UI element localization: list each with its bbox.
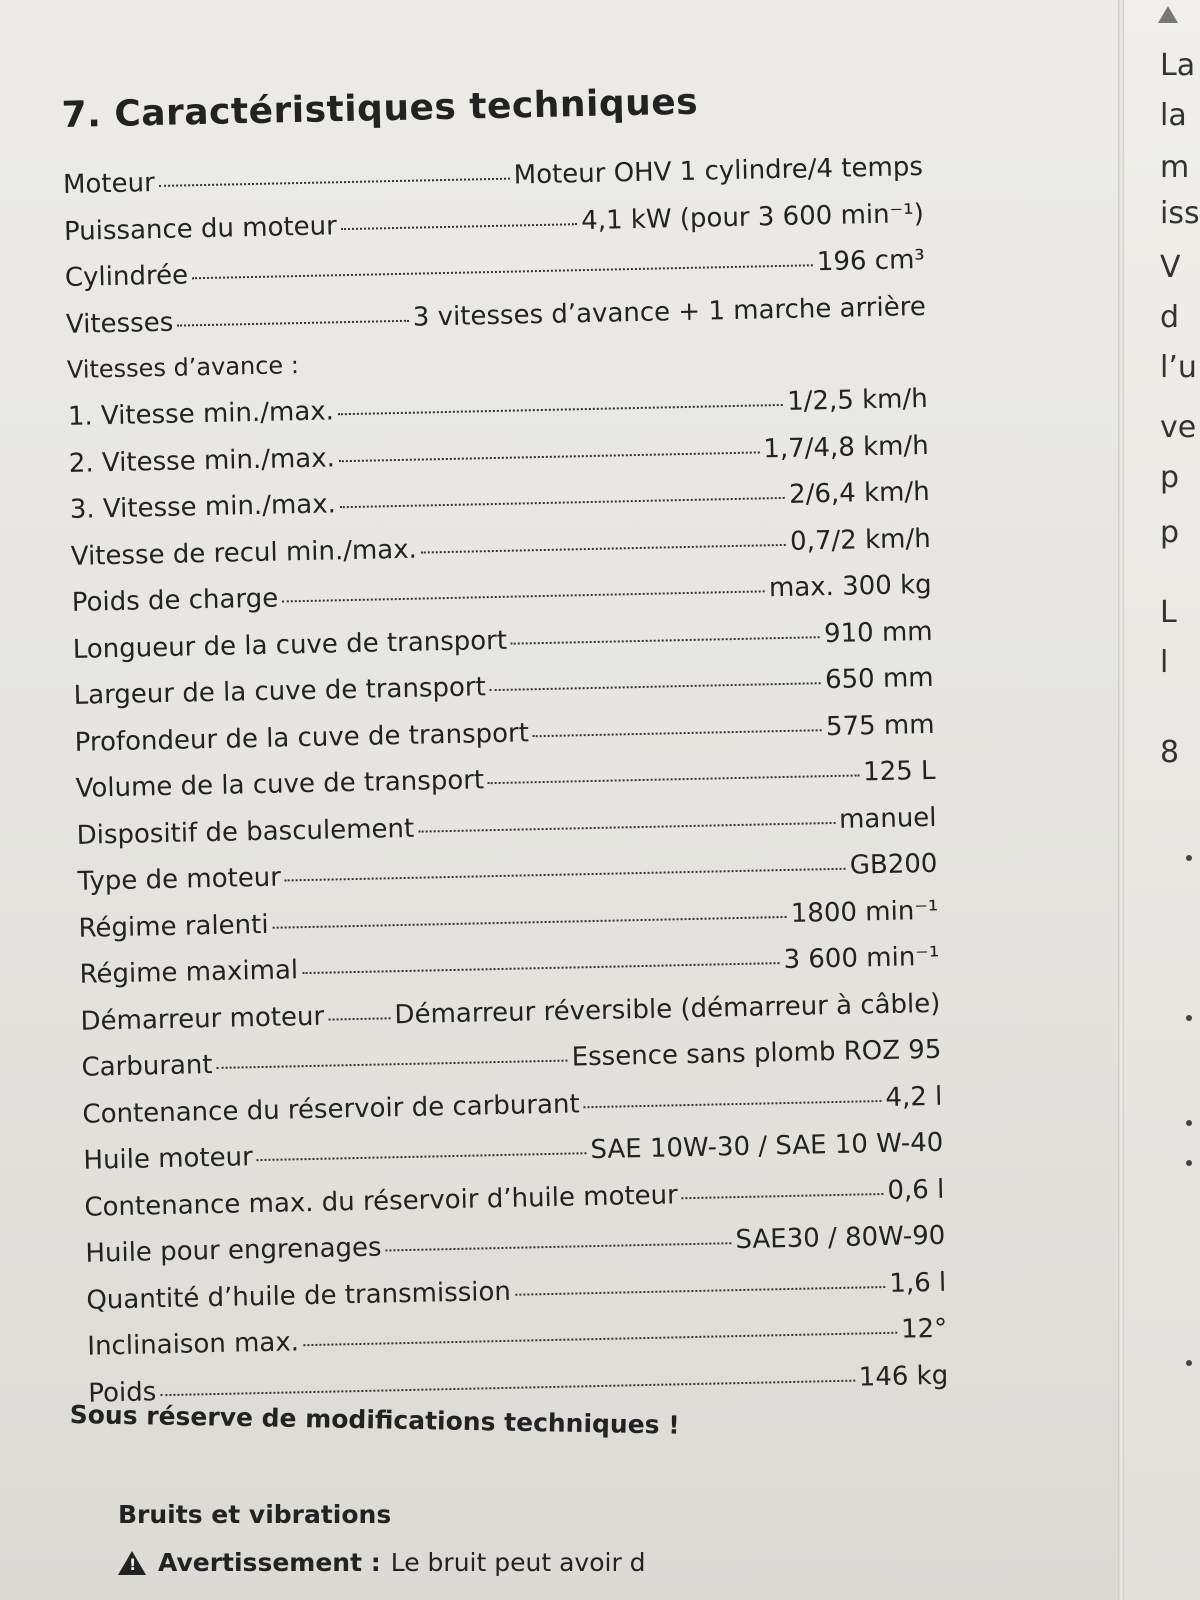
spec-label: Régime ralenti	[78, 909, 269, 944]
section-heading: 7. Caractéristiques techniques	[61, 81, 699, 136]
dot-leader	[303, 1331, 897, 1346]
adjacent-page-text: l’u	[1160, 350, 1197, 385]
spec-label: Type de moteur	[77, 862, 282, 897]
dot-leader	[341, 222, 578, 230]
spec-value: 3 600 min⁻¹	[783, 941, 940, 976]
adjacent-page-text: d	[1160, 300, 1180, 335]
adjacent-page-text: l	[1160, 645, 1169, 680]
spec-label: Vitesses d’avance :	[66, 351, 300, 384]
dot-leader	[338, 403, 783, 415]
warning-icon	[1158, 6, 1178, 23]
spec-label: Volume de la cuve de transport	[75, 765, 485, 804]
spec-value: 125 L	[862, 755, 936, 788]
spec-label: Vitesse de recul min./max.	[70, 534, 418, 572]
dot-leader	[285, 867, 846, 882]
dot-leader	[159, 177, 510, 187]
warning-line	[118, 1548, 646, 1577]
adjacent-page-text: p	[1160, 515, 1180, 550]
modification-note: Sous réserve de modifications techniques !	[69, 1400, 680, 1440]
spec-value: 3 vitesses d’avance + 1 marche arrière	[412, 291, 927, 333]
dot-leader	[177, 318, 409, 326]
warning-label: Avertissement :	[158, 1548, 381, 1577]
dot-leader	[302, 961, 780, 974]
dot-leader	[515, 1284, 886, 1295]
spec-label: Huile pour engrenages	[85, 1232, 382, 1269]
adjacent-page-text: p	[1160, 460, 1180, 495]
bullet-icon	[1186, 1360, 1192, 1366]
dot-leader	[217, 1059, 568, 1069]
spec-label: Poids de charge	[71, 583, 279, 618]
dot-leader	[192, 263, 813, 279]
dot-leader	[273, 914, 787, 928]
spec-value: Démarreur réversible (démarreur à câble)	[394, 988, 941, 1030]
spec-value: 1,6 l	[889, 1267, 947, 1299]
bullet-icon	[1186, 1160, 1192, 1166]
spec-value: 1800 min⁻¹	[790, 895, 939, 929]
dot-leader	[682, 1192, 884, 1199]
spec-label: 2. Vitesse min./max.	[68, 442, 336, 479]
dot-leader	[160, 1378, 855, 1396]
spec-label: Carburant	[81, 1050, 213, 1083]
noise-section-title: Bruits et vibrations	[118, 1500, 392, 1529]
warning-icon	[118, 1551, 146, 1575]
dot-leader	[584, 1099, 882, 1108]
dot-leader	[339, 450, 760, 462]
spec-label: Longueur de la cuve de transport	[72, 625, 508, 665]
spec-value: 650 mm	[824, 662, 934, 696]
spec-label: Profondeur de la cuve de transport	[74, 717, 530, 758]
dot-leader	[421, 542, 786, 553]
adjacent-page-text: la	[1160, 98, 1187, 133]
adjacent-page-text: m	[1160, 150, 1190, 185]
spec-value: 12°	[900, 1313, 948, 1345]
dot-leader	[282, 589, 765, 602]
spec-content	[60, 22, 949, 1409]
spec-label: Démarreur moteur	[80, 1001, 325, 1037]
spec-label: Largeur de la cuve de transport	[73, 672, 487, 711]
spec-value: 910 mm	[823, 616, 933, 649]
dot-leader	[490, 681, 821, 691]
spec-label: Inclinaison max.	[87, 1327, 300, 1362]
bullet-icon	[1186, 1015, 1192, 1021]
adjacent-page-text: La	[1160, 48, 1196, 83]
dot-leader	[418, 820, 835, 832]
bullet-icon	[1186, 855, 1192, 861]
spec-label: Huile moteur	[83, 1142, 254, 1176]
spec-value: SAE30 / 80W-90	[735, 1220, 946, 1256]
dot-leader	[511, 635, 820, 644]
spec-label: Quantité d’huile de transmission	[86, 1276, 512, 1316]
spec-value: 575 mm	[825, 709, 935, 742]
spec-value: 196 cm³	[816, 244, 926, 278]
spec-value: manuel	[838, 802, 937, 835]
warning-text: Le bruit peut avoir d	[390, 1548, 646, 1577]
dot-leader	[257, 1151, 587, 1161]
spec-value: Moteur OHV 1 cylindre/4 temps	[513, 151, 924, 191]
spec-value: 0,7/2 km/h	[789, 523, 931, 557]
spec-value: max. 300 kg	[768, 569, 932, 604]
spec-value: 4,2 l	[885, 1081, 943, 1113]
dot-leader	[340, 496, 785, 508]
adjacent-page-text: 8	[1160, 735, 1180, 770]
spec-value: GB200	[849, 848, 938, 881]
spec-value: 1/2,5 km/h	[786, 383, 929, 417]
spec-list	[63, 152, 949, 1425]
bullet-icon	[1186, 1120, 1192, 1126]
dot-leader	[386, 1241, 732, 1251]
spec-label: 1. Vitesse min./max.	[67, 396, 335, 432]
spec-label: Poids	[88, 1376, 157, 1409]
adjacent-page-text: ve	[1160, 410, 1197, 445]
dot-leader	[328, 1016, 390, 1020]
spec-value: 1,7/4,8 km/h	[763, 430, 929, 464]
spec-value: Essence sans plomb ROZ 95	[571, 1034, 942, 1073]
adjacent-page-text: V	[1160, 250, 1181, 285]
dot-leader	[533, 728, 822, 737]
adjacent-page-text: iss	[1160, 196, 1200, 231]
spec-label: 3. Vitesse min./max.	[69, 489, 337, 525]
spec-value: 0,6 l	[887, 1174, 945, 1206]
spec-value: 4,1 kW (pour 3 600 min⁻¹)	[580, 198, 925, 236]
spec-label: Contenance du réservoir de carburant	[82, 1088, 580, 1130]
spec-label: Régime maximal	[79, 955, 299, 990]
spec-label: Moteur	[62, 168, 156, 200]
adjacent-page-text: L	[1160, 595, 1177, 630]
spec-label: Vitesses	[65, 307, 174, 340]
spec-label: Contenance max. du réservoir d’huile moteur	[84, 1179, 679, 1223]
spec-value: 2/6,4 km/h	[788, 476, 930, 510]
spec-label: Dispositif de basculement	[76, 813, 415, 851]
spec-value: SAE 10W-30 / SAE 10 W-40	[590, 1127, 944, 1166]
spec-value: 146 kg	[858, 1360, 949, 1393]
spec-label: Puissance du moteur	[63, 210, 338, 247]
dot-leader	[488, 773, 859, 784]
spec-label: Cylindrée	[64, 260, 189, 293]
